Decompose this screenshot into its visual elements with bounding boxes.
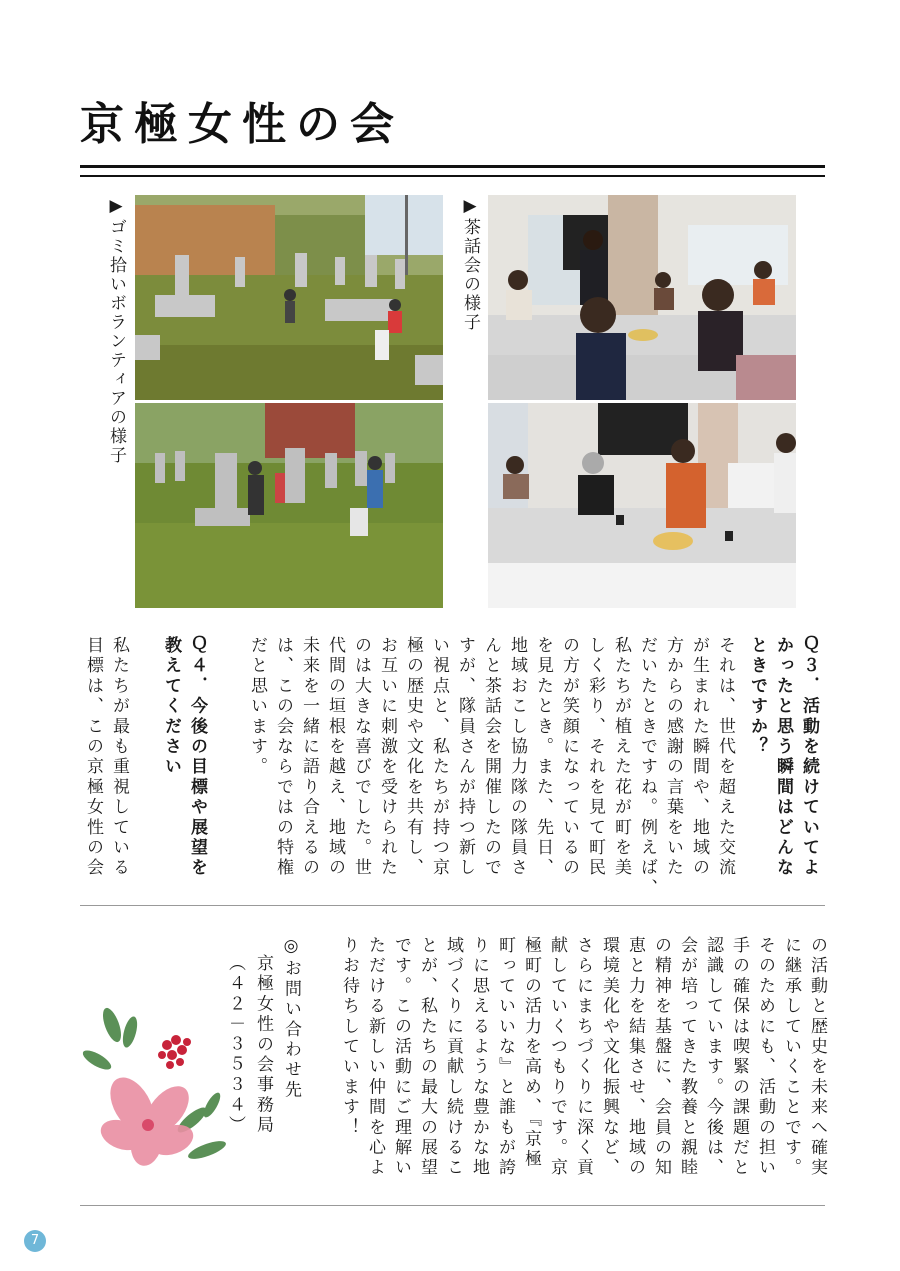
photo-tea-party-1 [488, 195, 796, 400]
page-number: 7 [24, 1230, 46, 1252]
q3-answer: それは、世代を超えた交流 が生まれた瞬間や、地域の 方からの感謝の言葉をいた だいたときですね。例えば、 私たちが植えた花が町を美 しく彩り、それを見て町民 の方が笑顔になっているの を見たとき。また、先日、 地域おこし協力隊の隊員さ んと茶話会を開催したので すが、隊員さんが持つ新し い視点と、私たちが持つ京 極の歴史や文化を共有し、 お互いに刺激を受けられた のは大きな喜びでした。世 代間の垣根を越え、地域の 未来を一緒に語り合えるの は、この会ならではの特権 だと思います。 [247, 636, 735, 899]
q4-answer-continued: の活動と歴史を未来へ確実 に継承していくことです。 そのためにも、活動の担い 手の確保は喫緊の課題だと 認識しています。今後は、 会が培ってきた教養と親睦 の精神を基盤に、会員の知 恵と力を結集させ、地域の 環境美化や文化振興など、 さらにまちづくりに深く貢 献していくつもりです。京 極町の活力を高め、『京極 町っていいな』と誰もが誇 りに思えるような豊かな地 域づくりに貢献し続けるこ とが、私たちの最大の展望 です。この活動にご理解い ただける新しい仲間を心よ りお待ちしています！ [339, 936, 827, 1179]
q4-question: Ｑ４．今後の目標や展望を 教えてください [161, 636, 207, 879]
photo-cemetery-cleanup-1 [135, 195, 443, 400]
contact-heading: ◎お問い合わせ先 [281, 936, 301, 1101]
photo-cemetery-cleanup-2 [135, 403, 443, 608]
page-title: 京極女性の会 [80, 99, 404, 150]
photo-tea-party-2 [488, 403, 796, 608]
footer-rule [80, 1205, 825, 1206]
q3-question: Ｑ３．活動を続けていてよ かったと思う瞬間はどんな ときですか？ [747, 636, 819, 879]
contact-organization: 京極女性の会事務局 [253, 954, 273, 1136]
section-divider [80, 905, 825, 906]
flower-illustration [72, 1000, 242, 1185]
q4-answer-start: 私たちが最も重視している 目標は、この京極女性の会 [83, 636, 129, 879]
title-rule-thin [80, 175, 825, 177]
caption-garbage-volunteer: ▶ゴミ拾いボランティアの様子 [106, 196, 126, 465]
title-rule-thick [80, 165, 825, 168]
contact-phone: （４２－３５３４） [225, 954, 245, 1136]
caption-tea-party: ▶茶話会の様子 [460, 196, 480, 332]
